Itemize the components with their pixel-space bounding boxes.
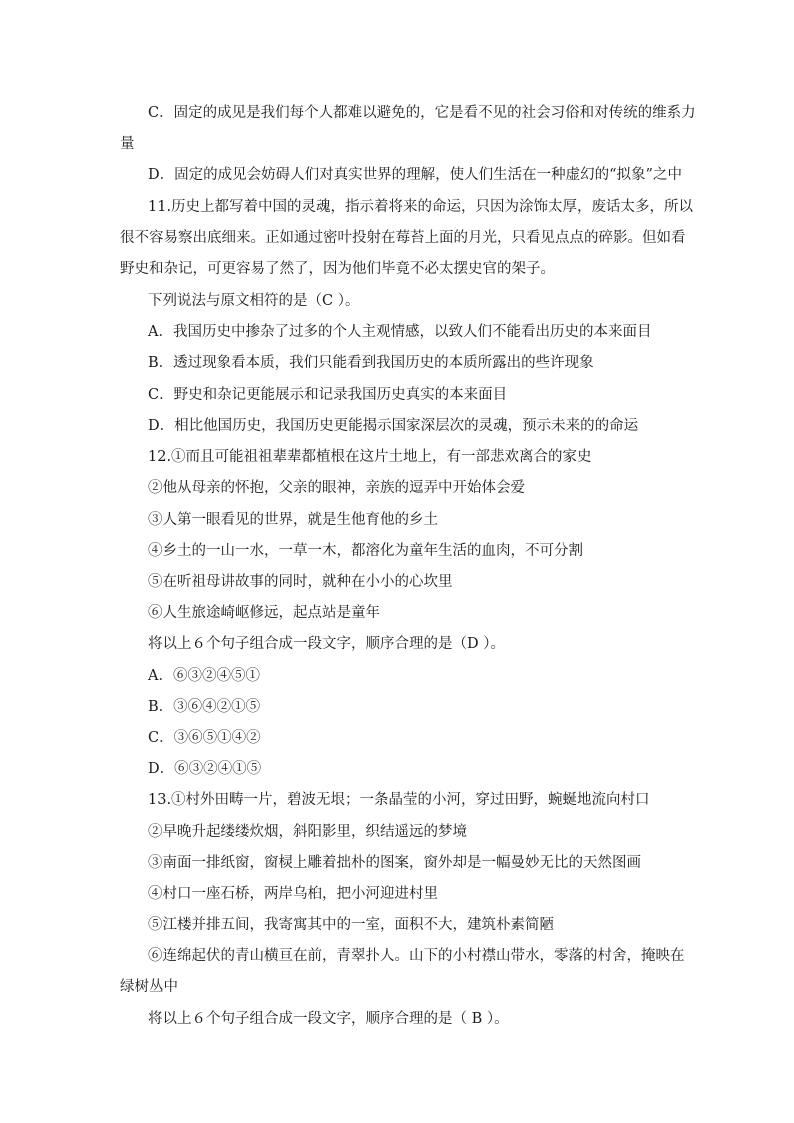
q10-option-c-continued: 量 — [120, 136, 135, 152]
q12-sentence-3: ③人第一眼看见的世界，就是生他育他的乡土 — [148, 512, 438, 528]
q11-option-a: A．我国历史中掺杂了过多的个人主观情感，以致人们不能看出历史的本来面目 — [148, 324, 652, 340]
q12-option-a: A．⑥③②④⑤① — [148, 668, 260, 684]
q12-sentence-5: ⑤在听祖母讲故事的同时，就种在小小的心坎里 — [148, 574, 453, 590]
q13-prompt: 将以上６个句子组合成一段文字，顺序合理的是（ B ）。 — [148, 1011, 509, 1027]
q11-passage-line-1: 11.历史上都写着中国的灵魂，指示着将来的命运，只因为涂饰太厚，废话太多，所以 — [148, 199, 694, 215]
q11-option-b: B．透过现象看本质，我们只能看到我国历史的本质所露出的些许现象 — [148, 355, 594, 371]
q12-option-c: C．③⑥⑤①④② — [148, 730, 261, 746]
q13-sentence-5: ⑤江楼并排五间，我寄寓其中的一室，面积不大，建筑朴素简陋 — [148, 917, 554, 933]
q13-sentence-3: ③南面一排纸窗，窗棂上雕着拙朴的图案，窗外却是一幅曼妙无比的天然图画 — [148, 855, 641, 871]
q12-option-d: D．⑥③②④①⑤ — [148, 761, 262, 777]
q13-sentence-2: ②早晚升起缕缕炊烟，斜阳影里，织结遥远的梦境 — [148, 824, 467, 840]
q11-passage-line-3: 野史和杂记，可更容易了然了，因为他们毕竟不必太摆史官的架子。 — [120, 261, 555, 277]
q11-option-d: D．相比他国历史，我国历史更能揭示国家深层次的灵魂，预示未来的的命运 — [148, 418, 639, 434]
q12-option-b: B．③⑥④②①⑤ — [148, 699, 261, 715]
q10-option-c: C．固定的成见是我们每个人都难以避免的，它是看不见的社会习俗和对传统的维系力 — [148, 105, 696, 121]
q12-prompt: 将以上６个句子组合成一段文字，顺序合理的是（D ）。 — [148, 636, 505, 652]
q13-sentence-6-continued: 绿树丛中 — [120, 979, 178, 995]
q13-sentence-1: 13.①村外田畴一片，碧波无垠；一条晶莹的小河，穿过田野，蜿蜒地流向村口 — [148, 792, 650, 808]
q13-sentence-4: ④村口一座石桥，两岸乌桕，把小河迎进村里 — [148, 886, 438, 902]
q12-sentence-1: 12.①而且可能祖祖辈辈都植根在这片土地上，有一部悲欢离合的家史 — [148, 449, 592, 465]
q12-sentence-6: ⑥人生旅途崎岖修远，起点站是童年 — [148, 605, 380, 621]
q12-sentence-2: ②他从母亲的怀抱，父亲的眼神，亲族的逗弄中开始体会爱 — [148, 480, 525, 496]
q11-passage-line-2: 很不容易察出底细来。正如通过密叶投射在莓苔上面的月光，只看见点点的碎影。但如看 — [120, 230, 686, 246]
q13-sentence-6: ⑥连绵起伏的青山横亘在前，青翠扑人。山下的小村襟山带水，零落的村舍，掩映在 — [148, 948, 685, 964]
q12-sentence-4: ④乡土的一山一水，一草一木，都溶化为童年生活的血肉，不可分割 — [148, 543, 583, 559]
q10-option-d: D．固定的成见会妨碍人们对真实世界的理解，使人们生活在一种虚幻的“拟象”之中 — [148, 167, 682, 183]
q11-option-c: C．野史和杂记更能展示和记录我国历史真实的本来面目 — [148, 387, 508, 403]
q11-prompt: 下列说法与原文相符的是（C ）。 — [148, 293, 360, 309]
